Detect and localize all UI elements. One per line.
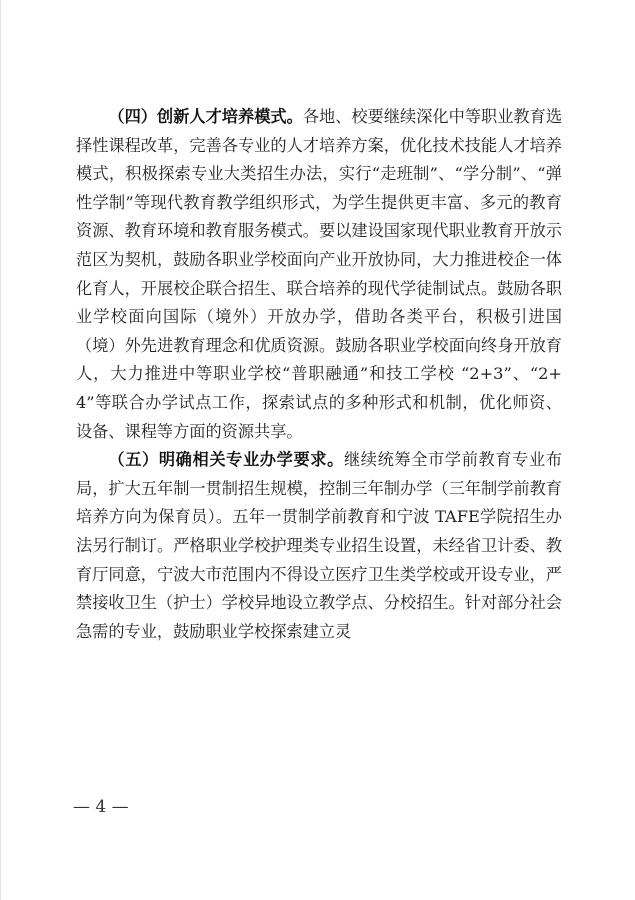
paragraph-4-text: 各地、校要继续深化中等职业教育选择性课程改革，完善各专业的人才培养方案，优化技术技能人才培养模式，积极探索专业大类招生办法，实行“走班制”、“学分制”、“弹性学制”等现代教育教学组织形式，为学生提供更丰富、多元的教育资源、教育环境和教育服务模式。要以建设国家现代职业教育开放示范区为契机，鼓励各职业学校面向产业开放协同，大力推进校企一体化育人，开展校企联合招生、联合培养的现代学徒制试点。鼓励各职业学校面向国际（境外）开放办学，借助各类平台，积极引进国（境）外先进教育理念和优质资源。鼓励各职业学校面向终身开放育人，大力推进中等职业学校“普职融通”和技工学校 “2+3”、“2+4”等联合办学试点工作，探索试点的多种形式和机制，优化师资、设备、课程等方面的资源共享。: [76, 107, 563, 441]
document-body: [76, 103, 562, 646]
section-heading-5: （五）明确相关专业办学要求。: [108, 450, 344, 470]
paragraph-5-text: 继续统筹全市学前教育专业布局，扩大五年制一贯制招生规模，控制三年制办学（三年制学前教育培养方向为保育员）。五年一贯制学前教育和宁波 TAFE学院招生办法另行制订。严格职业学校护理类专业招生设置，未经省卫计委、教育厅同意，宁波大市范围内不得设立医疗卫生类学校或开设专业，严禁接收卫生（护士）学校异地设立教学点、分校招生。针对部分社会急需的专业，鼓励职业学校探索建立灵: [76, 450, 563, 641]
paragraph-5: [76, 446, 562, 646]
page-number: — 4 —: [73, 797, 129, 817]
section-heading-4: （四）创新人才培养模式。: [108, 107, 303, 126]
paragraph-4: [76, 103, 562, 446]
